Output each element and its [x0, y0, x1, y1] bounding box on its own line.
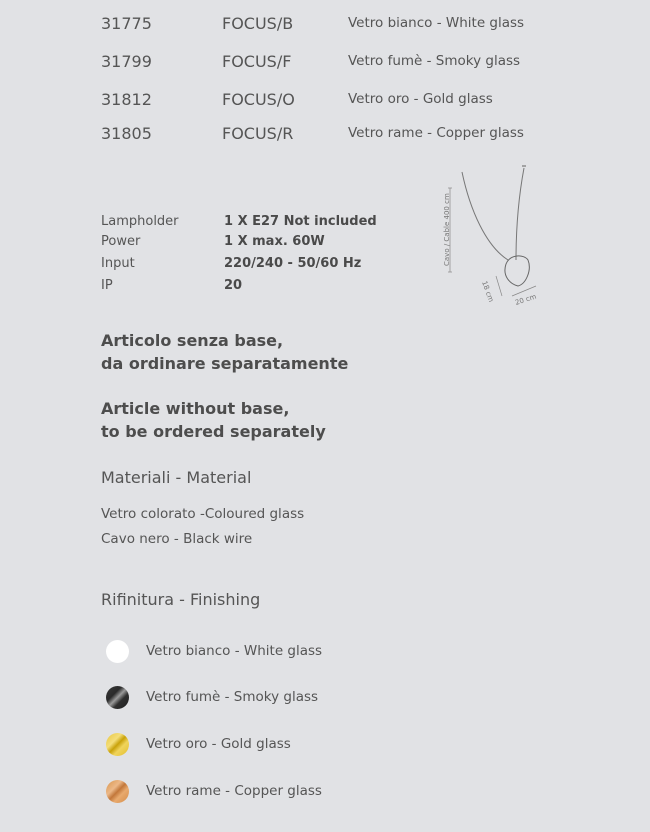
gold-glass-swatch-icon [106, 733, 129, 756]
finish-option [106, 640, 506, 666]
spec-label: Power [101, 234, 141, 249]
notice-line: da ordinare separatamente [101, 354, 349, 373]
spec-value: 1 X E27 Not included [224, 214, 377, 229]
notice-italian [101, 329, 348, 375]
copper-glass-swatch-icon [106, 780, 129, 803]
product-model: FOCUS/F [222, 52, 292, 71]
product-model: FOCUS/B [222, 14, 294, 33]
finish-option [106, 686, 506, 712]
product-description: Vetro fumè - Smoky glass [348, 53, 521, 69]
code-row [101, 124, 641, 148]
spec-label: Input [101, 256, 135, 271]
product-description: Vetro rame - Copper glass [348, 125, 524, 141]
spec-value: 1 X max. 60W [224, 234, 325, 249]
height-dimension-line [496, 276, 502, 296]
finish-option [106, 780, 506, 806]
product-model: FOCUS/R [222, 124, 294, 143]
cable-line [462, 172, 508, 260]
material-item: Vetro colorato -Coloured glass [101, 506, 305, 522]
product-code: 31812 [101, 90, 152, 109]
notice-line: to be ordered separately [101, 422, 326, 441]
code-row [101, 90, 641, 114]
product-code: 31775 [101, 14, 152, 33]
code-row [101, 14, 641, 38]
finishing-title: Rifinitura - Finishing [101, 590, 261, 609]
width-label: 20 cm [514, 292, 538, 307]
code-row [101, 52, 641, 76]
material-item: Cavo nero - Black wire [101, 531, 253, 547]
notice-line: Article without base, [101, 399, 290, 418]
smoky-glass-swatch-icon [106, 686, 129, 709]
spec-label: IP [101, 278, 113, 293]
white-glass-swatch-icon [106, 640, 129, 663]
notice-english [101, 397, 326, 443]
glass-shade-shape [505, 256, 529, 286]
spec-value: 20 [224, 278, 243, 293]
lamp-dimension-diagram [436, 160, 556, 310]
product-code: 31805 [101, 124, 152, 143]
finish-label: Vetro bianco - White glass [146, 643, 323, 659]
spec-label: Lampholder [101, 214, 179, 229]
cable-line [516, 168, 524, 260]
product-code: 31799 [101, 52, 152, 71]
finish-option [106, 733, 506, 759]
materials-title: Materiali - Material [101, 468, 252, 487]
spec-value: 220/240 - 50/60 Hz [224, 256, 362, 271]
finish-label: Vetro oro - Gold glass [146, 736, 291, 752]
height-label: 18 cm [480, 279, 496, 304]
finish-label: Vetro fumè - Smoky glass [146, 689, 319, 705]
notice-line: Articolo senza base, [101, 331, 284, 350]
cable-length-label: Cavo / Cable 400 cm [443, 193, 451, 266]
product-description: Vetro bianco - White glass [348, 15, 525, 31]
product-model: FOCUS/O [222, 90, 295, 109]
finish-label: Vetro rame - Copper glass [146, 783, 322, 799]
product-description: Vetro oro - Gold glass [348, 91, 493, 107]
